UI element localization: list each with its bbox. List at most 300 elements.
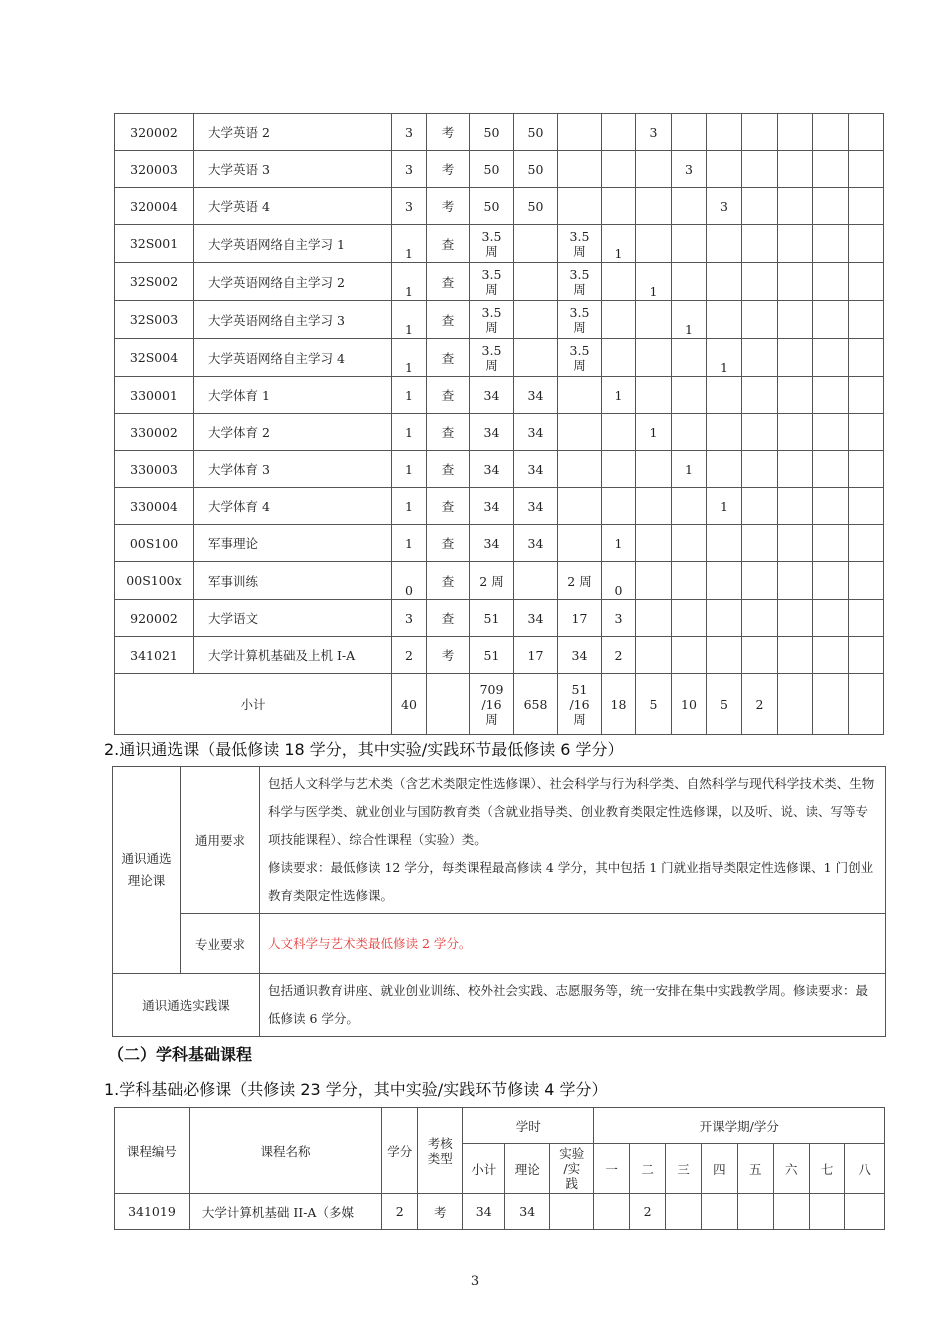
course-total-hours: 34 — [470, 414, 514, 451]
course-theory-hours: 50 — [514, 151, 558, 188]
semester-credit — [636, 562, 672, 600]
subtotal-semester-credit: 10 — [672, 674, 707, 735]
major-requirement-text: 人文科学与艺术类最低修读 2 学分。 — [260, 914, 886, 974]
table-row — [115, 451, 884, 488]
table-row — [115, 188, 884, 225]
semester-credit — [707, 414, 742, 451]
header-semester-name: 八 — [845, 1144, 885, 1194]
header-exam-type-line: 考核 — [427, 1135, 453, 1151]
semester-credit — [602, 151, 636, 188]
header-exam-type-line: 类型 — [427, 1150, 453, 1166]
subtotal-total-hours-line: 周 — [485, 711, 498, 727]
semester-credit — [636, 339, 672, 377]
course-practice-hours — [558, 377, 602, 414]
course-code: 330003 — [115, 451, 194, 488]
semester-credit — [849, 637, 884, 674]
subtotal-practice-hours-line: 周 — [573, 711, 586, 727]
course-exam-type: 考 — [427, 151, 470, 188]
semester-credit: 3 — [636, 114, 672, 151]
semester-credit — [778, 263, 813, 301]
semester-credit: 3 — [672, 151, 707, 188]
course-credit: 3 — [392, 114, 427, 151]
semester-credit — [672, 525, 707, 562]
course-credit: 3 — [392, 600, 427, 637]
semester-credit — [778, 562, 813, 600]
semester-credit — [742, 414, 778, 451]
course-exam-type: 考 — [427, 188, 470, 225]
course-practice-hours-unit: 周 — [573, 319, 586, 335]
semester-credit — [636, 637, 672, 674]
course-practice-hours — [558, 188, 602, 225]
course-credit: 1 — [392, 414, 427, 451]
semester-credit — [742, 339, 778, 377]
semester-credit: 1 — [602, 525, 636, 562]
semester-credit — [672, 377, 707, 414]
course-total-hours-unit: 周 — [485, 281, 498, 297]
course-name: 大学英语 3 — [194, 151, 392, 188]
course-practice-hours — [558, 151, 602, 188]
semester-credit — [813, 225, 849, 263]
course-name: 大学英语网络自主学习 1 — [194, 225, 392, 263]
semester-credit — [707, 600, 742, 637]
semester-credit — [742, 151, 778, 188]
subtotal-theory-hours: 658 — [514, 674, 558, 735]
semester-credit — [849, 263, 884, 301]
course-total-hours-value: 3.5 — [481, 304, 502, 320]
semester-credit — [813, 377, 849, 414]
header-semester-name: 六 — [773, 1144, 809, 1194]
table-row — [115, 1194, 885, 1230]
course-code: 32S002 — [115, 263, 194, 301]
course-name: 大学计算机基础及上机 I-A — [194, 637, 392, 674]
semester-credit — [636, 301, 672, 339]
semester-credit: 1 — [602, 377, 636, 414]
course-exam-type: 查 — [427, 225, 470, 263]
course-theory-hours: 34 — [514, 600, 558, 637]
course-practice-hours — [558, 414, 602, 451]
course-name: 大学英语网络自主学习 2 — [194, 263, 392, 301]
semester-credit: 1 — [672, 301, 707, 339]
table-row — [115, 637, 884, 674]
semester-credit — [636, 525, 672, 562]
course-practice-hours-unit: 周 — [573, 281, 586, 297]
course-code: 330004 — [115, 488, 194, 525]
course-total-hours-unit: 周 — [485, 357, 498, 373]
course-theory-hours — [514, 225, 558, 263]
table-row — [115, 562, 884, 600]
course-code: 32S001 — [115, 225, 194, 263]
course-practice-hours: 2 周 — [558, 562, 602, 600]
semester-credit — [742, 225, 778, 263]
course-total-hours: 34 — [470, 377, 514, 414]
semester-credit — [778, 301, 813, 339]
subtotal-row — [115, 674, 884, 735]
semester-credit — [849, 151, 884, 188]
course-total-hours — [470, 225, 514, 263]
course-practice-hours — [558, 225, 602, 263]
course-practice-hours: 17 — [558, 600, 602, 637]
semester-credit — [778, 114, 813, 151]
course-exam-type: 查 — [427, 339, 470, 377]
semester-credit — [707, 637, 742, 674]
semester-credit — [742, 263, 778, 301]
course-total-hours-value: 3.5 — [481, 266, 502, 282]
header-semester-name: 二 — [629, 1144, 665, 1194]
course-practice-hours — [558, 114, 602, 151]
semester-credit — [666, 1194, 701, 1230]
semester-credit — [602, 414, 636, 451]
course-practice-hours-unit: 周 — [573, 357, 586, 373]
semester-credit — [778, 225, 813, 263]
course-practice-hours-value: 3.5 — [569, 304, 590, 320]
course-exam-type: 考 — [418, 1194, 463, 1230]
course-practice-hours — [558, 525, 602, 562]
course-total-hours — [470, 301, 514, 339]
course-code: 00S100 — [115, 525, 194, 562]
header-practice-line: /实 — [563, 1161, 581, 1176]
course-credit: 3 — [392, 188, 427, 225]
semester-credit — [742, 562, 778, 600]
semester-credit — [849, 414, 884, 451]
course-practice-hours — [558, 488, 602, 525]
subtotal-semester-credit: 2 — [742, 674, 778, 735]
course-practice-hours-value: 3.5 — [569, 266, 590, 282]
subtotal-total-hours-line: /16 — [481, 696, 502, 712]
course-total-hours — [470, 263, 514, 301]
semester-credit — [707, 451, 742, 488]
course-theory-hours: 34 — [514, 525, 558, 562]
course-credit: 1 — [392, 225, 427, 263]
header-practice-line: 践 — [565, 1176, 578, 1191]
table-row — [115, 600, 884, 637]
semester-credit — [778, 525, 813, 562]
semester-credit — [813, 451, 849, 488]
header-semester-name: 一 — [594, 1144, 629, 1194]
general-requirement-label: 通用要求 — [181, 767, 260, 914]
course-code: 32S003 — [115, 301, 194, 339]
course-theory-hours: 34 — [505, 1194, 550, 1230]
subtotal-semester-credit: 5 — [707, 674, 742, 735]
semester-credit: 0 — [602, 562, 636, 600]
semester-credit — [778, 339, 813, 377]
semester-credit — [849, 301, 884, 339]
header-practice-hours — [549, 1144, 594, 1194]
table-row — [115, 225, 884, 263]
semester-credit — [742, 525, 778, 562]
semester-credit — [738, 1194, 773, 1230]
semester-credit: 1 — [636, 263, 672, 301]
course-practice-hours — [558, 263, 602, 301]
course-name: 大学体育 1 — [194, 377, 392, 414]
table-row — [115, 114, 884, 151]
semester-credit — [849, 114, 884, 151]
course-theory-hours — [514, 339, 558, 377]
course-total-hours: 50 — [470, 188, 514, 225]
header-semester-name: 五 — [738, 1144, 773, 1194]
course-theory-hours: 34 — [514, 488, 558, 525]
semester-credit — [813, 151, 849, 188]
semester-credit: 3 — [707, 188, 742, 225]
semester-credit — [742, 114, 778, 151]
course-total-hours: 2 周 — [470, 562, 514, 600]
subtotal-credit: 40 — [392, 674, 427, 735]
semester-credit — [602, 301, 636, 339]
semester-credit — [707, 114, 742, 151]
course-credit: 1 — [392, 339, 427, 377]
semester-credit — [813, 188, 849, 225]
course-name: 大学体育 3 — [194, 451, 392, 488]
semester-credit — [602, 263, 636, 301]
course-exam-type: 考 — [427, 637, 470, 674]
page-number: 3 — [470, 1274, 480, 1289]
course-theory-hours — [514, 263, 558, 301]
semester-credit — [742, 377, 778, 414]
course-code: 341019 — [115, 1194, 190, 1230]
semester-credit — [742, 188, 778, 225]
semester-credit — [707, 263, 742, 301]
course-credit: 2 — [392, 637, 427, 674]
header-semester: 开课学期/学分 — [594, 1108, 885, 1144]
course-total-hours: 34 — [470, 451, 514, 488]
semester-credit — [778, 451, 813, 488]
semester-credit — [849, 562, 884, 600]
course-theory-hours — [514, 562, 558, 600]
table-row — [115, 151, 884, 188]
course-credit: 1 — [392, 377, 427, 414]
semester-credit — [742, 637, 778, 674]
course-name: 大学语文 — [194, 600, 392, 637]
header-course-name: 课程名称 — [189, 1108, 381, 1194]
course-name: 大学英语 2 — [194, 114, 392, 151]
semester-credit — [849, 488, 884, 525]
semester-credit — [778, 377, 813, 414]
course-exam-type: 查 — [427, 488, 470, 525]
semester-credit — [849, 377, 884, 414]
semester-credit — [742, 488, 778, 525]
course-exam-type: 查 — [427, 301, 470, 339]
course-code: 341021 — [115, 637, 194, 674]
course-exam-type: 查 — [427, 562, 470, 600]
semester-credit: 2 — [602, 637, 636, 674]
semester-credit — [849, 225, 884, 263]
course-practice-hours — [558, 339, 602, 377]
header-practice-line: 实验 — [559, 1146, 585, 1161]
semester-credit — [742, 301, 778, 339]
course-theory-hours: 17 — [514, 637, 558, 674]
semester-credit — [813, 414, 849, 451]
semester-credit — [602, 488, 636, 525]
course-credit: 2 — [382, 1194, 418, 1230]
course-total-hours: 50 — [470, 151, 514, 188]
semester-credit: 1 — [602, 225, 636, 263]
semester-credit — [636, 451, 672, 488]
table-row — [115, 339, 884, 377]
major-requirement-label: 专业要求 — [181, 914, 260, 974]
course-code: 32S004 — [115, 339, 194, 377]
course-practice-hours — [558, 301, 602, 339]
course-code: 320004 — [115, 188, 194, 225]
course-code: 330001 — [115, 377, 194, 414]
semester-credit — [813, 637, 849, 674]
semester-credit — [672, 225, 707, 263]
header-semester-name: 四 — [701, 1144, 737, 1194]
semester-credit — [672, 637, 707, 674]
semester-credit — [813, 525, 849, 562]
course-theory-hours: 34 — [514, 451, 558, 488]
course-code: 330002 — [115, 414, 194, 451]
course-credit: 1 — [392, 301, 427, 339]
semester-credit — [813, 263, 849, 301]
course-credit: 1 — [392, 263, 427, 301]
course-exam-type: 查 — [427, 263, 470, 301]
course-name: 大学体育 4 — [194, 488, 392, 525]
course-credit: 3 — [392, 151, 427, 188]
course-practice-hours-unit: 周 — [573, 243, 586, 259]
semester-credit — [707, 377, 742, 414]
subtotal-semester-credit — [813, 674, 849, 735]
table-row — [115, 488, 884, 525]
course-total-hours-value: 3.5 — [481, 228, 502, 244]
semester-credit — [602, 188, 636, 225]
semester-credit — [742, 451, 778, 488]
course-code: 320002 — [115, 114, 194, 151]
table-row — [115, 301, 884, 339]
semester-credit — [813, 114, 849, 151]
semester-credit — [672, 562, 707, 600]
subtotal-semester-credit — [849, 674, 884, 735]
header-hours: 学时 — [462, 1108, 593, 1144]
table-row — [115, 377, 884, 414]
course-name: 大学英语网络自主学习 4 — [194, 339, 392, 377]
table-row — [115, 414, 884, 451]
course-total-hours: 50 — [470, 114, 514, 151]
semester-credit — [813, 301, 849, 339]
general-requirement-rule: 修读要求：最低修读 12 学分，每类课程最高修读 4 学分，其中包括 1 门就业指导类限定性选修课、1 门创业教育类限定性选修课。 — [268, 860, 874, 903]
semester-credit — [849, 600, 884, 637]
course-total-hours: 34 — [470, 488, 514, 525]
subtotal-practice-hours-line: /16 — [569, 696, 590, 712]
course-exam-type: 查 — [427, 451, 470, 488]
subtotal-practice-hours — [558, 674, 602, 735]
semester-credit — [636, 225, 672, 263]
course-total-hours: 34 — [470, 525, 514, 562]
required-courses-table — [114, 113, 884, 735]
semester-credit — [672, 263, 707, 301]
header-semester-name: 三 — [666, 1144, 701, 1194]
header-course-code: 课程编号 — [115, 1108, 190, 1194]
course-exam-type: 查 — [427, 525, 470, 562]
subtotal-semester-credit: 18 — [602, 674, 636, 735]
semester-credit: 2 — [629, 1194, 665, 1230]
semester-credit: 1 — [672, 451, 707, 488]
header-theory-hours: 理论 — [505, 1144, 550, 1194]
course-total-hours-unit: 周 — [485, 243, 498, 259]
practice-course-label: 通识通选实践课 — [113, 974, 260, 1037]
subtotal-exam-type — [427, 674, 470, 735]
subtotal-total-hours-line: 709 — [479, 681, 504, 697]
general-elective-heading: 2.通识通选课（最低修读 18 学分，其中实验/实践环节最低修读 6 学分） — [104, 740, 624, 759]
subject-required-heading: 1.学科基础必修课（共修读 23 学分，其中实验/实践环节修读 4 学分） — [104, 1080, 608, 1099]
course-credit: 1 — [392, 488, 427, 525]
course-total-hours: 51 — [470, 600, 514, 637]
course-credit: 1 — [392, 451, 427, 488]
semester-credit — [636, 377, 672, 414]
header-total-hours: 小计 — [462, 1144, 504, 1194]
semester-credit — [813, 562, 849, 600]
semester-credit — [672, 600, 707, 637]
semester-credit — [813, 339, 849, 377]
course-name: 大学计算机基础 II-A（多媒 — [189, 1194, 381, 1230]
header-credit: 学分 — [382, 1108, 418, 1194]
course-total-hours-value: 3.5 — [481, 342, 502, 358]
course-theory-hours — [514, 301, 558, 339]
course-name: 大学英语网络自主学习 3 — [194, 301, 392, 339]
table-row — [115, 263, 884, 301]
semester-credit — [849, 451, 884, 488]
course-exam-type: 查 — [427, 414, 470, 451]
semester-credit: 1 — [707, 488, 742, 525]
semester-credit — [849, 188, 884, 225]
semester-credit — [849, 339, 884, 377]
semester-credit — [672, 488, 707, 525]
subject-foundation-heading: （二）学科基础课程 — [108, 1045, 253, 1064]
course-exam-type: 查 — [427, 600, 470, 637]
practice-course-text: 包括通识教育讲座、就业创业训练、校外社会实践、志愿服务等，统一安排在集中实践教学周。修读要求：最低修读 6 学分。 — [260, 974, 886, 1037]
subject-required-table — [114, 1107, 885, 1230]
subtotal-practice-hours-line: 51 — [571, 681, 588, 697]
theory-course-label: 通识通选理论课 — [113, 767, 181, 974]
course-total-hours-unit: 周 — [485, 319, 498, 335]
course-exam-type: 查 — [427, 377, 470, 414]
semester-credit — [778, 637, 813, 674]
course-total-hours: 51 — [470, 637, 514, 674]
semester-credit — [778, 600, 813, 637]
semester-credit — [778, 488, 813, 525]
semester-credit — [672, 188, 707, 225]
semester-credit — [594, 1194, 629, 1230]
course-practice-hours-value: 3.5 — [569, 228, 590, 244]
semester-credit — [849, 525, 884, 562]
semester-credit — [773, 1194, 809, 1230]
course-name: 大学英语 4 — [194, 188, 392, 225]
course-code: 00S100x — [115, 562, 194, 600]
course-exam-type: 考 — [427, 114, 470, 151]
semester-credit — [707, 525, 742, 562]
course-name: 大学体育 2 — [194, 414, 392, 451]
course-practice-hours — [558, 451, 602, 488]
general-requirement-text — [260, 767, 886, 914]
course-name: 军事理论 — [194, 525, 392, 562]
semester-credit — [636, 188, 672, 225]
header-semester-name: 七 — [809, 1144, 844, 1194]
semester-credit — [602, 451, 636, 488]
course-name: 军事训练 — [194, 562, 392, 600]
semester-credit — [602, 339, 636, 377]
course-credit: 0 — [392, 562, 427, 600]
course-practice-hours — [549, 1194, 594, 1230]
semester-credit — [778, 414, 813, 451]
general-requirement-scope: 包括人文科学与艺术类（含艺术类限定性选修课）、社会科学与行为科学类、自然科学与现代科学技术类、生物科学与医学类、就业创业与国防教育类（含就业指导类、创业教育类限定性选修课，以及听、说、读、写等专项技能课程）、综合性课程（实验）类。 — [268, 776, 875, 847]
semester-credit: 1 — [707, 339, 742, 377]
semester-credit — [813, 600, 849, 637]
subtotal-label: 小计 — [115, 674, 392, 735]
header-exam-type — [418, 1108, 463, 1194]
course-code: 320003 — [115, 151, 194, 188]
semester-credit — [636, 600, 672, 637]
subtotal-semester-credit: 5 — [636, 674, 672, 735]
semester-credit — [672, 339, 707, 377]
semester-credit — [778, 188, 813, 225]
